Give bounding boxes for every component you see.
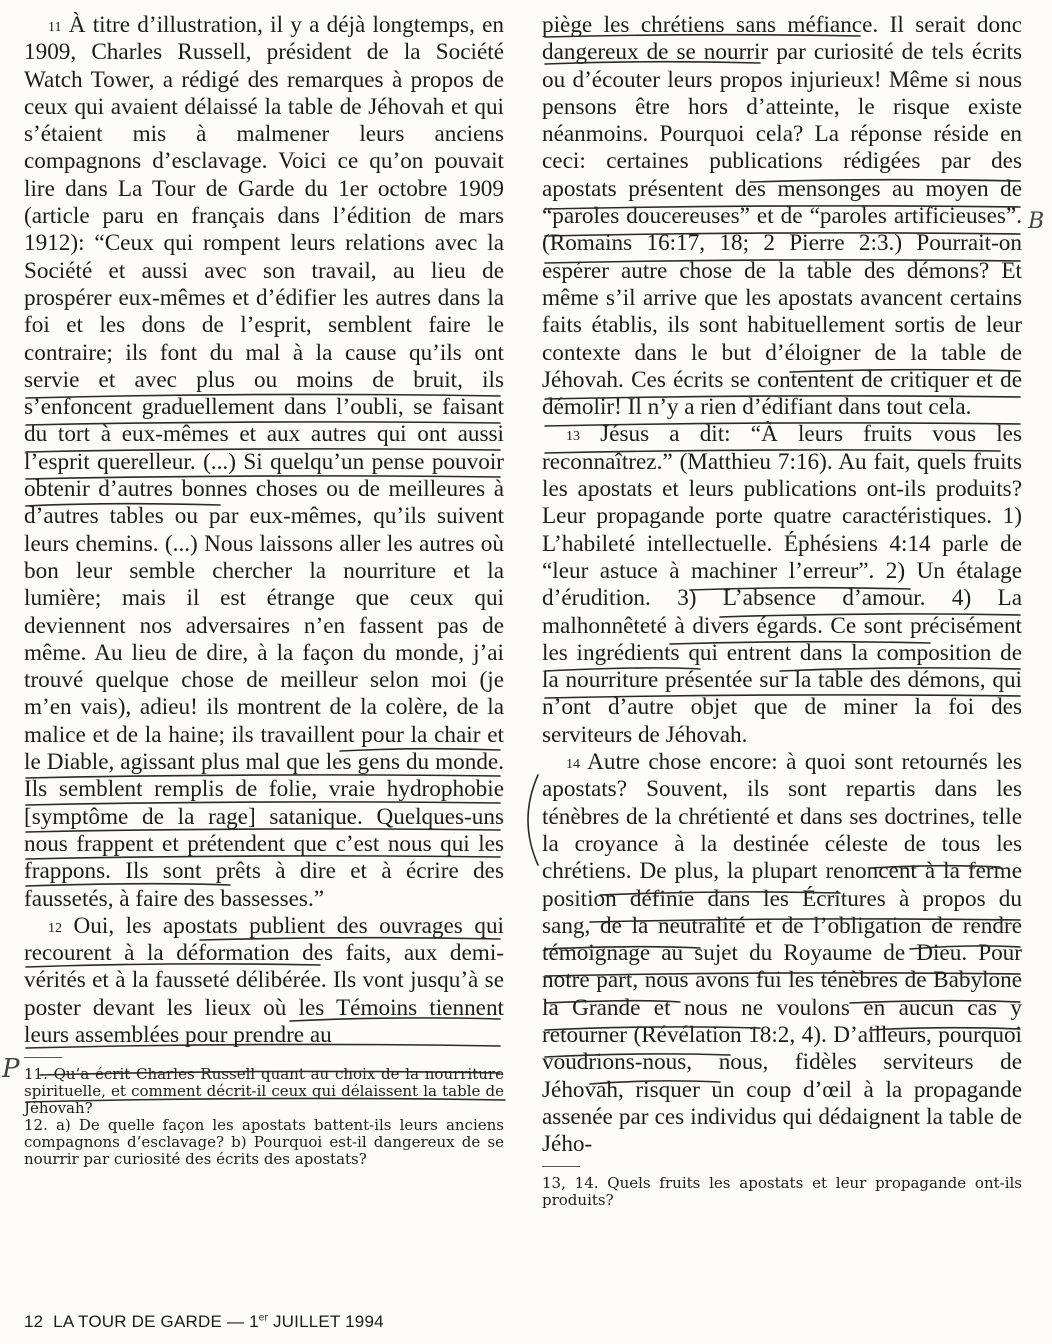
publication-name: LA TOUR DE GARDE xyxy=(53,1312,223,1331)
paragraph-number: 14 xyxy=(566,757,580,773)
page-footer xyxy=(24,1312,384,1332)
bracket-mark xyxy=(528,775,538,865)
question-item: 13, 14. Quels fruits les apostats et leur propagande ont-ils produits? xyxy=(542,1174,1022,1210)
question-item: 12. a) De quelle façon les apostats battent-ils leurs anciens compagnons d’esclavage? b) Pourquoi est-il dangereux de se nourrir par curiosité des écrits des apostats? xyxy=(24,1116,504,1169)
question-divider xyxy=(542,1166,580,1167)
date-day: 1 xyxy=(249,1312,259,1331)
margin-mark-right: B xyxy=(1028,209,1045,234)
right-column xyxy=(542,12,1022,1209)
paragraph-number: 11 xyxy=(48,20,62,35)
study-questions xyxy=(542,1175,1022,1209)
paragraph-number: 13 xyxy=(566,429,580,445)
paragraph-12 xyxy=(24,913,504,1049)
paragraph-text: Autre chose encore: à quoi sont retournés les apostats? Souvent, ils sont repartis dans les ténèbres de la chrétienté et dans ses doctrines, telle la croyance à la destinée céleste de tous les chrétiens. De plus, la plupart renoncent à la ferme position définie dans les Écritures à propos du sang, de la neutralité et de l’obligation de rendre témoignage au sujet du Royaume de Dieu. Pour notre part, nous avons fui les ténèbres de Babylone la Grande et nous ne voulons en aucun cas y retourner (Révélation 18:2, 4). D’ailleurs, pourquoi voudrions-nous, nous, fidèles serviteurs de Jéhovah, risquer un coup d’œil à la propagande assenée par ces individus qui dédaignent la table de Jého- xyxy=(542,749,1022,1158)
question-divider xyxy=(24,1057,62,1058)
paragraph-text: piège les chrétiens sans méfiance. Il serait donc dangereux de se nourrir par curiosité de tels écrits ou d’écouter leurs propos injurieux! Même si nous pensons être hors d’atteinte, le risque existe néanmoins. Pourquoi cela? La réponse réside en ceci: certaines publications rédigées par des apostats présentent des mensonges au moyen de “paroles doucereuses” et de “paroles artificieuses”. (Romains 16:17, 18; 2 Pierre 2:3.) Pourrait-on espérer autre chose de la table des démons? Et même s’il arrive que les apostats avancent certains faits établis, ils sont habituellement sortis de leur contexte dans le but d’éloigner de la table de Jéhovah. Ces écrits se contentent de critiquer et de démolir! Il n’y a rien d’édifiant dans tout cela. xyxy=(542,12,1022,421)
margin-mark-left: P xyxy=(2,1054,20,1084)
page-number: 12 xyxy=(24,1312,44,1331)
paragraph-13 xyxy=(542,421,1022,749)
paragraph-14 xyxy=(542,749,1022,1158)
date-superscript: er xyxy=(258,1312,269,1324)
left-column xyxy=(24,12,504,1168)
paragraph-12-continued xyxy=(542,12,1022,421)
question-item: 11. Qu’a écrit Charles Russell quant au choix de la nourriture spirituelle, et comment décrit-il ceux qui délaissent la table de Jéhovah? xyxy=(24,1065,504,1118)
study-questions xyxy=(24,1066,504,1168)
paragraph-11 xyxy=(24,12,504,913)
footer-dash: — xyxy=(226,1312,245,1331)
date-rest: JUILLET 1994 xyxy=(272,1312,384,1331)
paragraph-number: 12 xyxy=(48,920,62,936)
paragraph-text: Oui, les apostats publient des ouvrages qui recourent à la déformation des faits, aux demi-vérités et à la fausseté délibérée. Ils vont jusqu’à se poster devant les lieux où les Témoins tiennent leurs assemblées pour prendre au xyxy=(24,912,504,1048)
paragraph-text: À titre d’illustration, il y a déjà longtemps, en 1909, Charles Russell, président de la Société Watch Tower, a rédigé des remarques à propos de ceux qui avaient délaissé la table de Jéhovah et qui s’étaient mis à malmener leurs anciens compagnons d’esclavage. Voici ce qu’on pouvait lire dans La Tour de Garde du 1er octobre 1909 (article paru en français dans l’édition de mars 1912): “Ceux qui rompent leurs relations avec la Société et aussi avec son travail, au lieu de prospérer eux-mêmes et d’édifier les autres dans la foi et les dons de l’esprit, semblent faire le contraire; ils font du mal à la cause qu’ils ont servie et avec plus ou moins de bruit, ils s’enfoncent graduellement dans l’oubli, se faisant du tort à eux-mêmes et aux autres qui ont aussi l’esprit querelleur. (...) Si quelqu’un pense pouvoir obtenir d’autres bonnes choses ou de meilleures à d’autres tables ou par eux-mêmes, qu’ils suivent leurs chemins. (...) Nous laissons aller les autres où bon leur semble chercher la nourriture et la lumière; mais il est étrange que ceux qui deviennent nos adversaires n’en fassent pas de même. Au lieu de dire, à la façon du monde, j’ai trouvé quelque chose de meilleur selon moi (je m’en vais), adieu! ils montrent de la colère, de la malice et de la haine; ils travaillent pour la chair et le Diable, agissant plus mal que les gens du monde. Ils semblent remplis de folie, vraie hydrophobie [symptôme de la rage] satanique. Quelques-uns nous frappent et prétendent que c’est nous qui les frappons. Ils sont prêts à dire et à écrire des faussetés, à faire des bassesses.” xyxy=(24,12,505,912)
paragraph-text: Jésus a dit: “À leurs fruits vous les reconnaîtrez.” (Matthieu 7:16). Au fait, quels fruits les apostats et leurs publications ont-ils produits? Leur propagande porte quatre caractéristiques. 1) L’habileté intellectuelle. Éphésiens 4:14 parle de “leur astuce à machiner l’erreur”. 2) Un étalage d’érudition. 3) L’absence d’amour. 4) La malhonnêteté à divers égards. Ce sont précisément les ingrédients qui entrent dans la composition de la nourriture présentée sur la table des démons, qui n’ont d’autre objet que de miner la foi des serviteurs de Jéhovah. xyxy=(542,421,1022,748)
